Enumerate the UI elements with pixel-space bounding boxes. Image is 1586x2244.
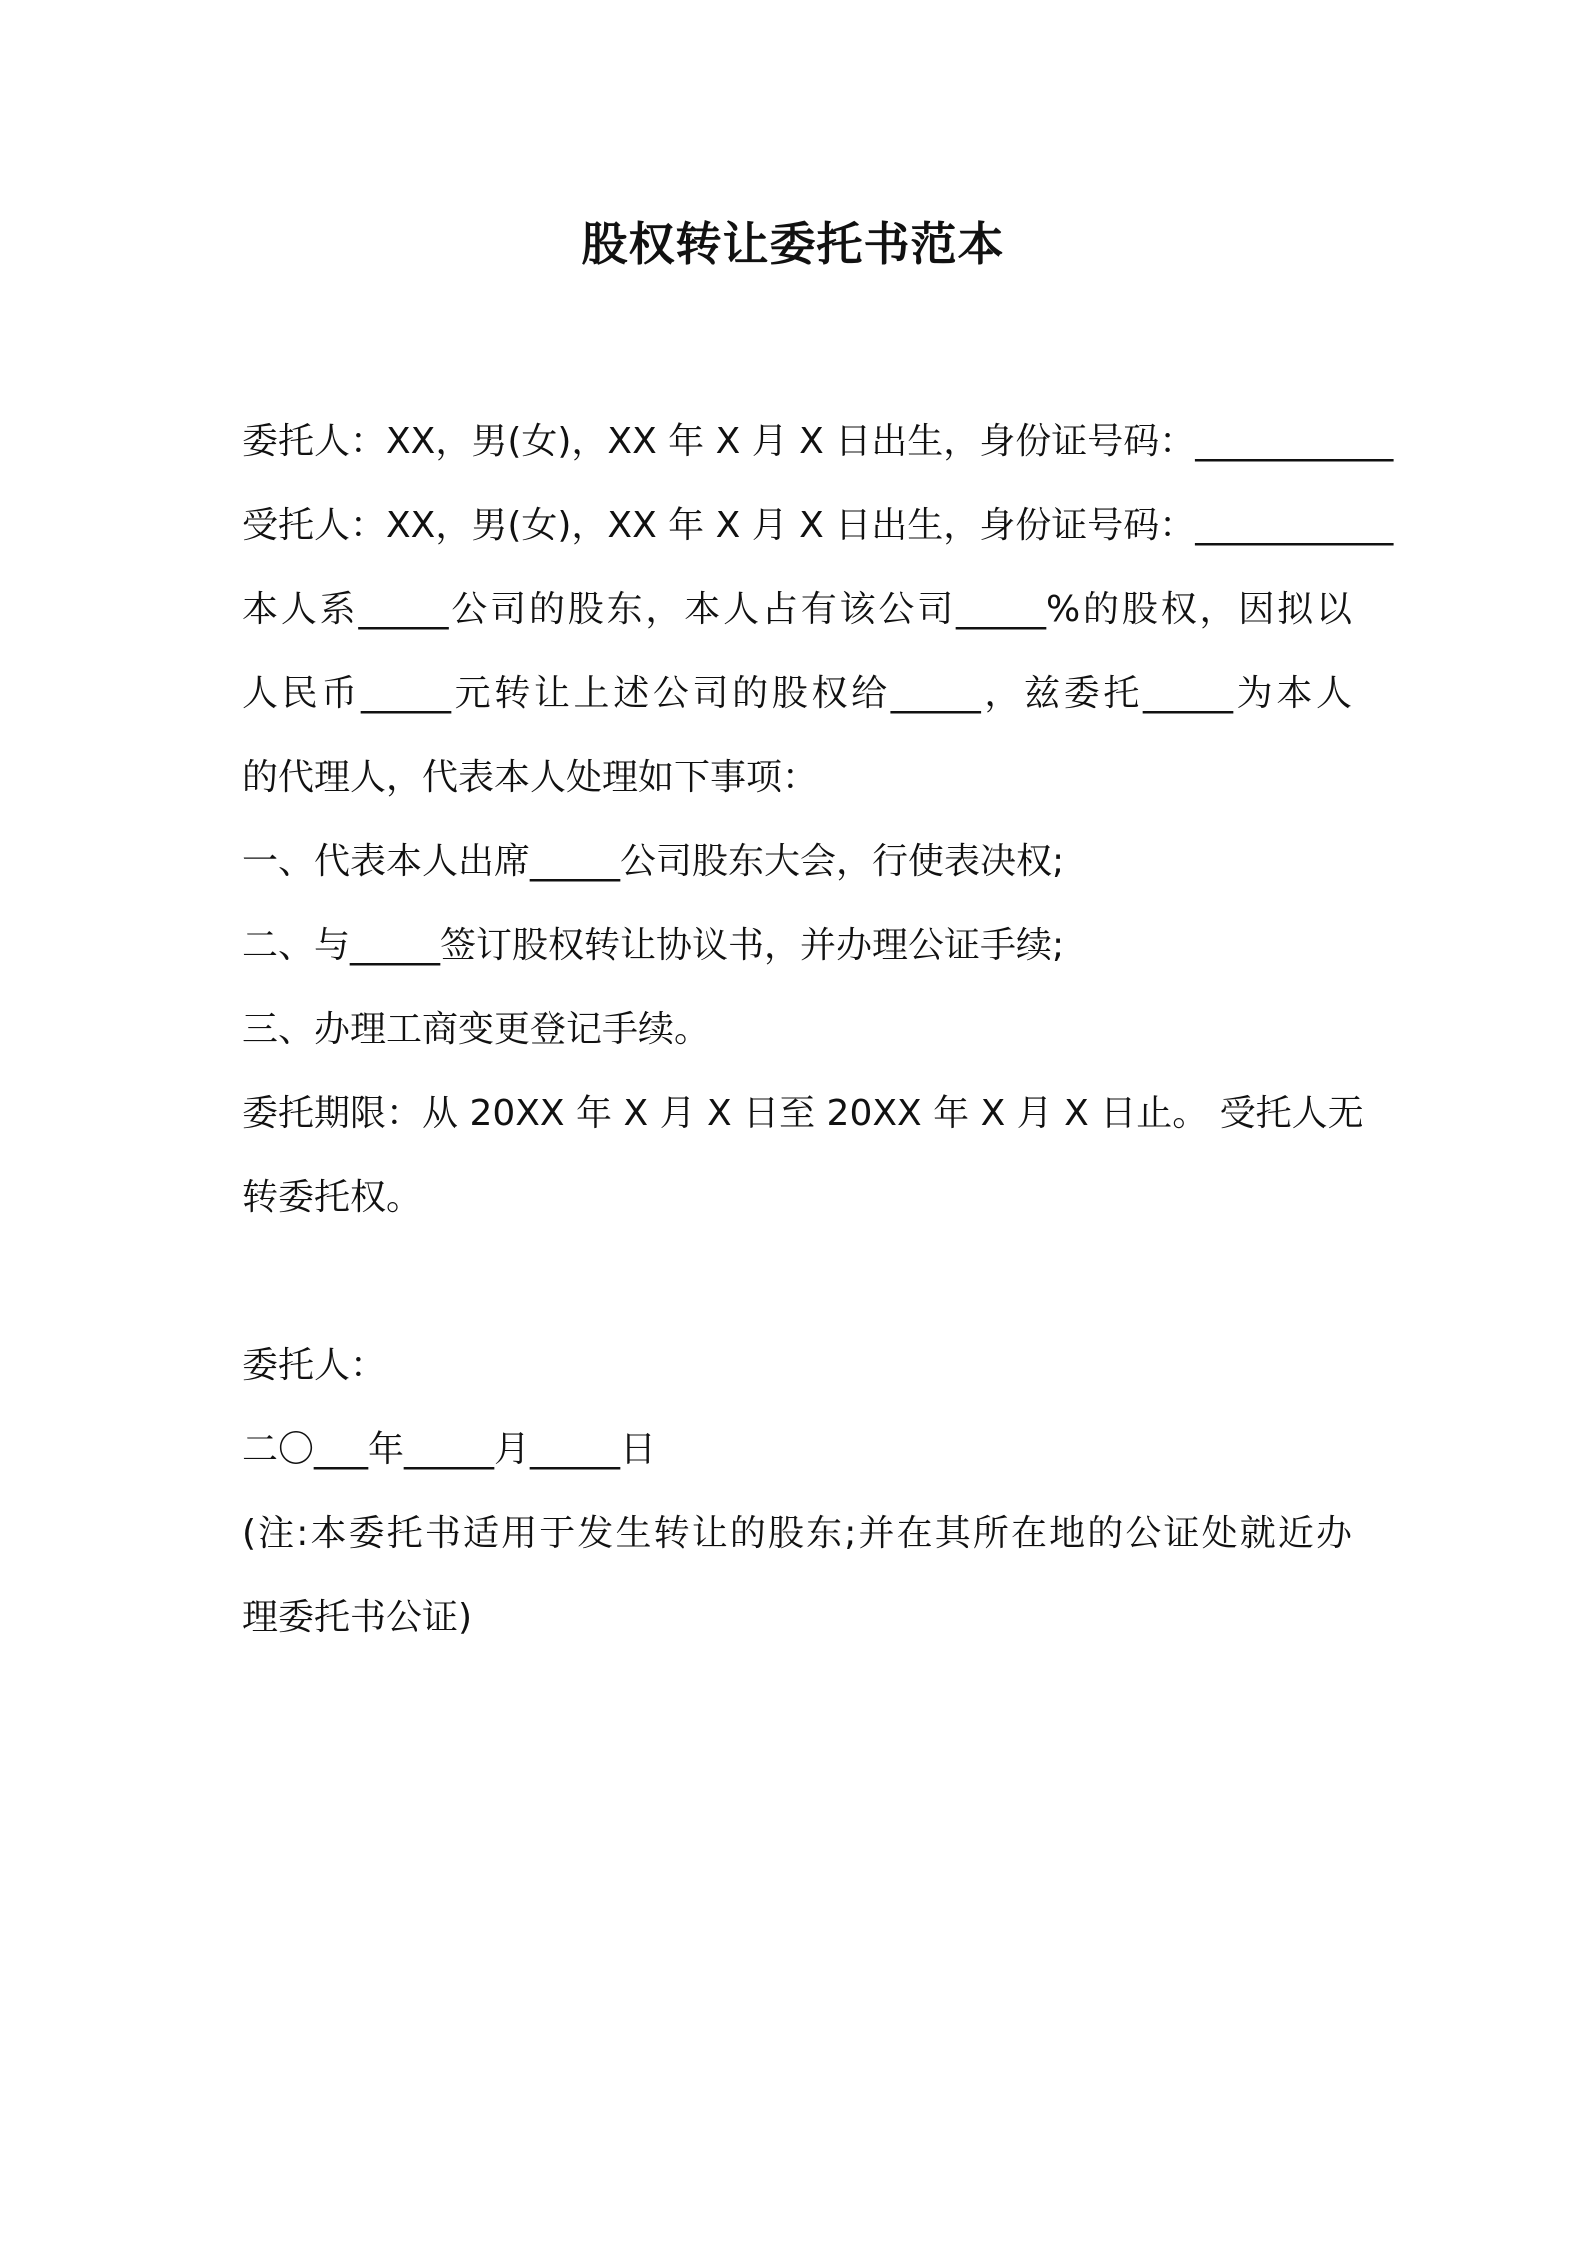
entrustor-info: 委托人：XX，男(女)，XX 年 X 月 X 日出生，身份证号码：___________ xyxy=(242,421,1394,462)
term-line: 委托期限：从 20XX 年 X 月 X 日至 20XX 年 X 月 X 日止。 受托人无 xyxy=(242,1093,1364,1134)
document-title: 股权转让委托书范本 xyxy=(581,217,1005,271)
note-line: (注:本委托书适用于发生转让的股东;并在其所在地的公证处就近办 xyxy=(242,1513,1352,1554)
list-item: 一、代表本人出席_____公司股东大会，行使表决权; xyxy=(242,841,1065,882)
spacer xyxy=(242,1240,1352,1324)
note-line: 理委托书公证) xyxy=(242,1597,473,1638)
paragraph-line: 本人系_____公司的股东，本人占有该公司_____%的股权，因拟以 xyxy=(242,589,1352,630)
signature-label: 委托人： xyxy=(242,1345,387,1386)
paragraph-line: 的代理人，代表本人处理如下事项： xyxy=(242,757,819,798)
date-line: 二〇___年_____月_____日 xyxy=(242,1429,657,1470)
paragraph-line: 人民币_____元转让上述公司的股权给_____，兹委托_____为本人 xyxy=(242,673,1352,714)
list-item: 二、与_____签订股权转让协议书，并办理公证手续; xyxy=(242,925,1065,966)
document-body xyxy=(242,400,1394,1660)
term-line: 转委托权。 xyxy=(242,1177,423,1218)
trustee-info: 受托人：XX，男(女)，XX 年 X 月 X 日出生，身份证号码：___________ xyxy=(242,505,1394,546)
list-item: 三、办理工商变更登记手续。 xyxy=(242,1009,711,1050)
